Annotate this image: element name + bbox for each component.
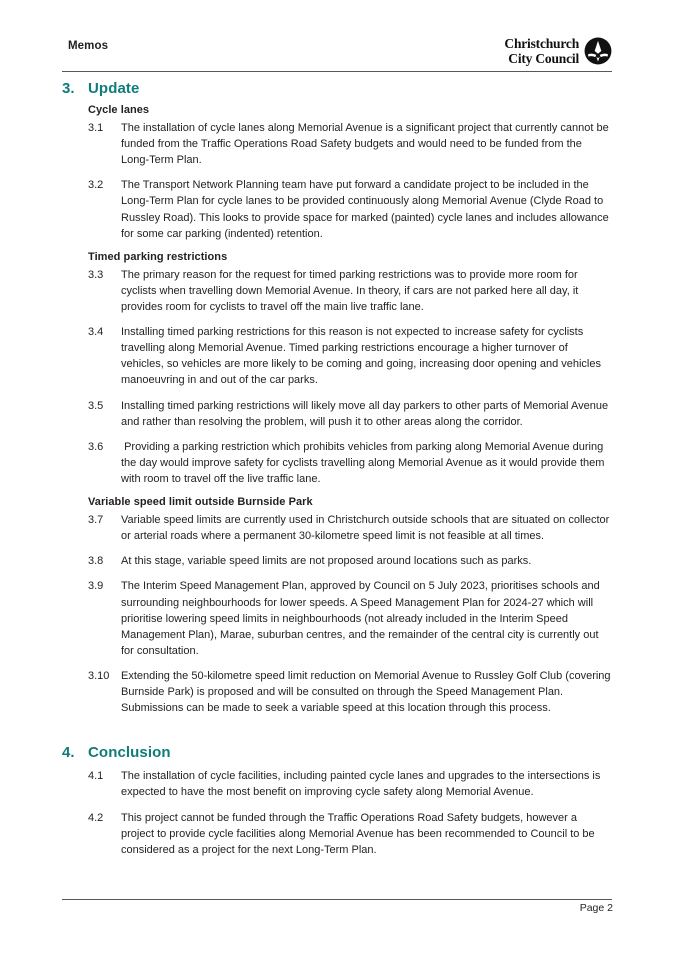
clause-number: 3.9 <box>88 580 104 593</box>
subheading-variable-speed-limit: Variable speed limit outside Burnside Park <box>88 496 313 509</box>
clause-text: This project cannot be funded through the Traffic Operations Road Safety budgets, however a project to provide cycle facilities along Memorial Avenue has been recommended to Council to be considered as a project for the next Long-Term Plan. <box>121 811 598 856</box>
clause-3-3 <box>88 267 612 315</box>
council-logo-wordmark <box>504 36 579 66</box>
christchurch-city-council-emblem-icon <box>584 37 612 65</box>
header-divider <box>62 71 612 72</box>
clause-number: 4.2 <box>88 811 104 824</box>
clause-text: At this stage, variable speed limits are not proposed around locations such as parks. <box>121 555 532 568</box>
clause-text: The primary reason for the request for timed parking restrictions was to provide more room for cyclists when travelling down Memorial Avenue. In theory, if cars are not parked here all day, it provides room for cyclists to travel off the main live traffic lane. <box>121 268 582 313</box>
clause-text: The installation of cycle lanes along Memorial Avenue is a significant project that currently cannot be funded from the Traffic Operations Road Safety budgets and would need to be funded from the Long-Term Plan. <box>121 122 612 167</box>
clause-3-1 <box>88 120 612 168</box>
section-title: Conclusion <box>88 744 171 762</box>
section-number: 4. <box>62 744 75 762</box>
clause-text: Installing timed parking restrictions for this reason is not expected to increase safety for cyclists travelling along Memorial Avenue. Timed parking restrictions encourage a higher turnover of vehicles, so vehicles are more likely to be coming and going, increasing door opening and vehicles manoeuvring in and out of the car parks. <box>121 326 605 387</box>
section-heading-update <box>62 80 612 97</box>
section-update <box>62 80 612 716</box>
clause-text: Extending the 50-kilometre speed limit reduction on Memorial Avenue to Russley Golf Club (covering Burnside Park) is proposed and will be consulted on through the Speed Management Plan. Submissions can be made to seek a variable speed at this location through this process. <box>121 669 614 715</box>
section-number: 3. <box>62 80 75 97</box>
clause-4-1 <box>88 768 612 800</box>
document-body <box>62 80 612 867</box>
clause-3-6 <box>88 439 612 487</box>
council-logo-line2: City Council <box>508 51 579 67</box>
clause-number: 3.10 <box>88 669 110 682</box>
section-conclusion <box>62 744 612 858</box>
clause-3-4 <box>88 324 612 388</box>
section-spacer <box>62 725 612 744</box>
clause-text: Providing a parking restriction which prohibits vehicles from parking along Memorial Avenue during the day would improve safety for cyclists travelling along Memorial Avenue as it would provide them with room to travel off the live traffic lane. <box>121 440 608 485</box>
clause-text: The Transport Network Planning team have put forward a candidate project to be included in the Long-Term Plan for cycle lanes to be provided continuously along Memorial Avenue (Clyde Road to Russley Road). This looks to provide space for marked (painted) cycle lanes and includes allowance for some car parking (indented) retention. <box>121 179 612 240</box>
clause-number: 3.3 <box>88 268 104 281</box>
header-document-title: Memos <box>68 40 109 52</box>
clause-text: Installing timed parking restrictions will likely move all day parkers to other parts of Memorial Avenue and rather than resolving the problem, will push it to other areas along the corridor. <box>121 399 612 428</box>
clause-3-9 <box>88 578 612 659</box>
clause-number: 4.1 <box>88 770 104 783</box>
footer-divider <box>62 899 612 900</box>
clause-number: 3.1 <box>88 122 104 134</box>
clause-number: 3.4 <box>88 326 104 339</box>
clause-3-10 <box>88 668 612 716</box>
clause-number: 3.2 <box>88 179 104 192</box>
clause-number: 3.8 <box>88 555 104 568</box>
clause-text: The installation of cycle facilities, including painted cycle lanes and upgrades to the intersections is expected to have the most benefit on improving cycle safety along Memorial Avenue. <box>121 770 604 799</box>
subheading-timed-parking-restrictions: Timed parking restrictions <box>88 250 228 263</box>
clause-number: 3.6 <box>88 440 104 453</box>
clause-3-8 <box>88 553 612 569</box>
page-number: Page 2 <box>579 902 613 914</box>
clause-number: 3.7 <box>88 514 104 527</box>
council-logo <box>504 36 612 66</box>
clause-3-5 <box>88 398 612 430</box>
clause-number: 3.5 <box>88 399 104 412</box>
section-title: Update <box>88 80 140 97</box>
clause-text: The Interim Speed Management Plan, approved by Council on 5 July 2023, prioritises schools and surrounding neighbourhoods for lower speeds. A Speed Management Plan for 2024-27 which will prioritise lowering speed limits in neighbourhoods (not already included in the Interim Speed Management Plan), Marae, suburban centres, and the remainder of the central city is currently out for consultation. <box>121 580 603 657</box>
clause-4-2 <box>88 810 612 858</box>
clause-text: Variable speed limits are currently used in Christchurch outside schools that are situated on collector or arterial roads where a permanent 30-kilometre speed limit is not feasible at all times. <box>121 514 613 543</box>
subheading-cycle-lanes: Cycle lanes <box>88 104 150 116</box>
clause-3-2 <box>88 177 612 241</box>
page-header <box>62 36 612 76</box>
section-heading-conclusion <box>62 744 612 761</box>
council-logo-line1: Christchurch <box>504 36 579 51</box>
clause-3-7 <box>88 512 612 544</box>
